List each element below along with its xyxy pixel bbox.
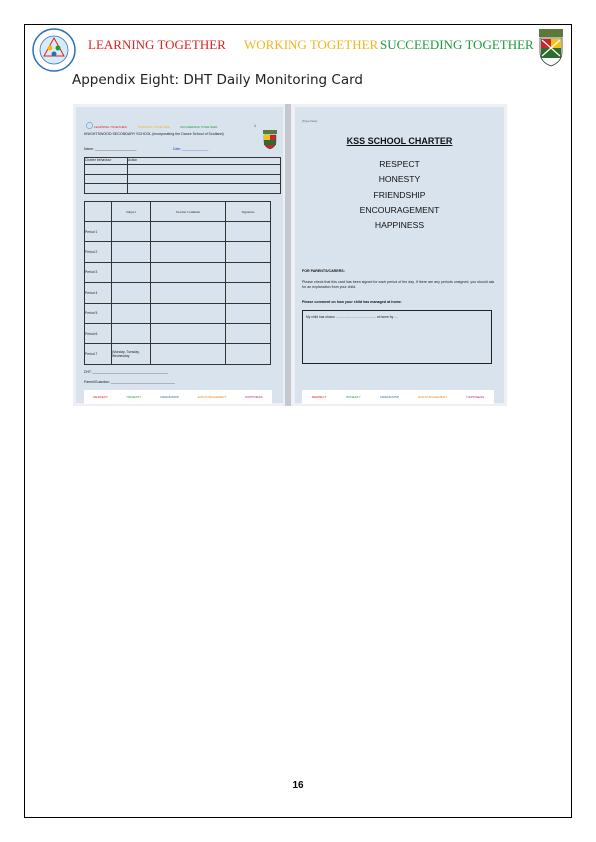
table-row bbox=[85, 262, 271, 282]
col-header-teacher-comment: Teacher Comment bbox=[151, 202, 226, 222]
page-header bbox=[24, 26, 572, 76]
comment-box bbox=[302, 310, 492, 364]
charter-value bbox=[295, 235, 504, 250]
page-number: 16 bbox=[292, 780, 304, 791]
table-cell bbox=[226, 242, 271, 262]
table-row bbox=[85, 323, 271, 343]
period-subject bbox=[112, 303, 151, 323]
parents-comment-prompt: Please comment on how your child has managed at home. bbox=[302, 300, 402, 304]
mini-motto-succeeding: SUCCEEDING TOGETHER bbox=[180, 125, 218, 129]
value-encouragement: ENCOURAGEMENT bbox=[418, 395, 448, 399]
charter-behaviour-table bbox=[84, 157, 281, 194]
card-date-line: Date: ______________ bbox=[173, 147, 209, 151]
table-row bbox=[85, 344, 271, 364]
period-subject: (Monday, Tuesday, Wednesday bbox=[112, 344, 151, 364]
col-header-period bbox=[85, 202, 112, 222]
table-cell bbox=[151, 303, 226, 323]
col-header-action: Action bbox=[128, 158, 281, 165]
monitoring-card-image bbox=[73, 104, 507, 406]
table-cell bbox=[151, 222, 226, 242]
table-cell bbox=[128, 174, 281, 184]
charter-title: KSS SCHOOL CHARTER bbox=[346, 136, 453, 146]
value-happiness: HAPPINESS bbox=[466, 395, 485, 399]
table-cell bbox=[151, 242, 226, 262]
value-friendship: FRIENDSHIP bbox=[160, 395, 179, 399]
charter-value: FRIENDSHIP bbox=[373, 189, 426, 200]
table-cell bbox=[151, 262, 226, 282]
period-label: Period 1 bbox=[85, 222, 112, 242]
school-crest-icon bbox=[538, 28, 564, 68]
col-header-charter-behaviour: Charter behaviour bbox=[85, 158, 128, 165]
period-subject bbox=[112, 242, 151, 262]
table-row bbox=[85, 242, 271, 262]
motto-working: WORKING TOGETHER bbox=[244, 37, 379, 52]
value-honesty: HONESTY bbox=[345, 395, 361, 399]
parents-heading: FOR PARENTS/CARERS: bbox=[302, 269, 345, 273]
motto-learning: LEARNING TOGETHER bbox=[88, 37, 226, 52]
table-cell bbox=[85, 184, 128, 194]
card-name-line: Name: ______________________ bbox=[84, 147, 137, 151]
table-row bbox=[85, 222, 271, 242]
table-cell bbox=[226, 283, 271, 303]
card-values-footer bbox=[84, 390, 272, 404]
table-row bbox=[85, 283, 271, 303]
card-back-panel bbox=[295, 107, 504, 403]
mini-crest-icon bbox=[263, 130, 277, 150]
table-cell bbox=[151, 344, 226, 364]
col-header-subject: Subject bbox=[112, 202, 151, 222]
period-label: Period 3 bbox=[85, 262, 112, 282]
table-cell bbox=[85, 174, 128, 184]
table-cell bbox=[151, 323, 226, 343]
table-cell bbox=[226, 323, 271, 343]
period-subject bbox=[112, 262, 151, 282]
charter-value: HAPPINESS bbox=[374, 220, 425, 231]
table-cell bbox=[128, 165, 281, 175]
comment-prompt-text: My child has shown ............................................ at home by .... bbox=[306, 315, 398, 319]
table-cell bbox=[128, 184, 281, 194]
period-label: Period 6 bbox=[85, 323, 112, 343]
table-row bbox=[85, 303, 271, 323]
period-subject bbox=[112, 283, 151, 303]
card-values-footer-back bbox=[302, 390, 494, 404]
value-happiness: HAPPINESS bbox=[244, 395, 263, 399]
card-page-number: 1 bbox=[254, 124, 256, 128]
card-school-name: KNIGHTSWOOD SECONDARY SCHOOL (incorporating the Dance School of Scotland) bbox=[84, 132, 224, 136]
period-label: Period 7 bbox=[85, 344, 112, 364]
table-cell bbox=[226, 222, 271, 242]
table-cell bbox=[85, 165, 128, 175]
table-cell bbox=[226, 303, 271, 323]
period-subject bbox=[112, 323, 151, 343]
card-front-panel bbox=[76, 107, 283, 403]
period-subject bbox=[112, 222, 151, 242]
charter-values-list bbox=[295, 159, 504, 251]
value-encouragement: ENCOURAGEMENT bbox=[197, 395, 227, 399]
value-respect: RESPECT bbox=[93, 395, 108, 399]
col-header-signature: Signature bbox=[226, 202, 271, 222]
rights-respecting-school-logo bbox=[32, 28, 76, 72]
value-respect: RESPECT bbox=[311, 395, 327, 399]
charter-value: HONESTY bbox=[378, 174, 421, 185]
value-friendship: FRIENDSHIP bbox=[380, 395, 399, 399]
mini-rrs-logo bbox=[86, 122, 93, 129]
period-label: Period 2 bbox=[85, 242, 112, 262]
table-cell bbox=[226, 262, 271, 282]
charter-value: ENCOURAGEMENT bbox=[359, 204, 440, 215]
table-cell bbox=[226, 344, 271, 364]
dht-signature-line: DHT: ________________________________________ bbox=[84, 370, 168, 374]
type-here-note: (Type here) bbox=[302, 119, 318, 123]
mini-motto-learning: LEARNING TOGETHER bbox=[94, 125, 127, 129]
period-label: Period 4 bbox=[85, 283, 112, 303]
value-honesty: HONESTY bbox=[126, 395, 142, 399]
motto-succeeding: SUCCEEDING TOGETHER bbox=[380, 37, 534, 52]
period-label: Period 5 bbox=[85, 303, 112, 323]
parents-instructions: Please check that this card has been signed for each period of the day. If there are any periods unsigned, you should ask for an explanation from your child. bbox=[302, 280, 495, 289]
table-cell bbox=[151, 283, 226, 303]
card-fold bbox=[285, 104, 291, 406]
period-table bbox=[84, 201, 271, 365]
charter-value: RESPECT bbox=[379, 159, 420, 169]
mini-motto-working: WORKING TOGETHER bbox=[138, 125, 171, 129]
parent-signature-line: Parent/Guardian: __________________________________ bbox=[84, 380, 175, 384]
appendix-title: Appendix Eight: DHT Daily Monitoring Card bbox=[72, 72, 363, 88]
